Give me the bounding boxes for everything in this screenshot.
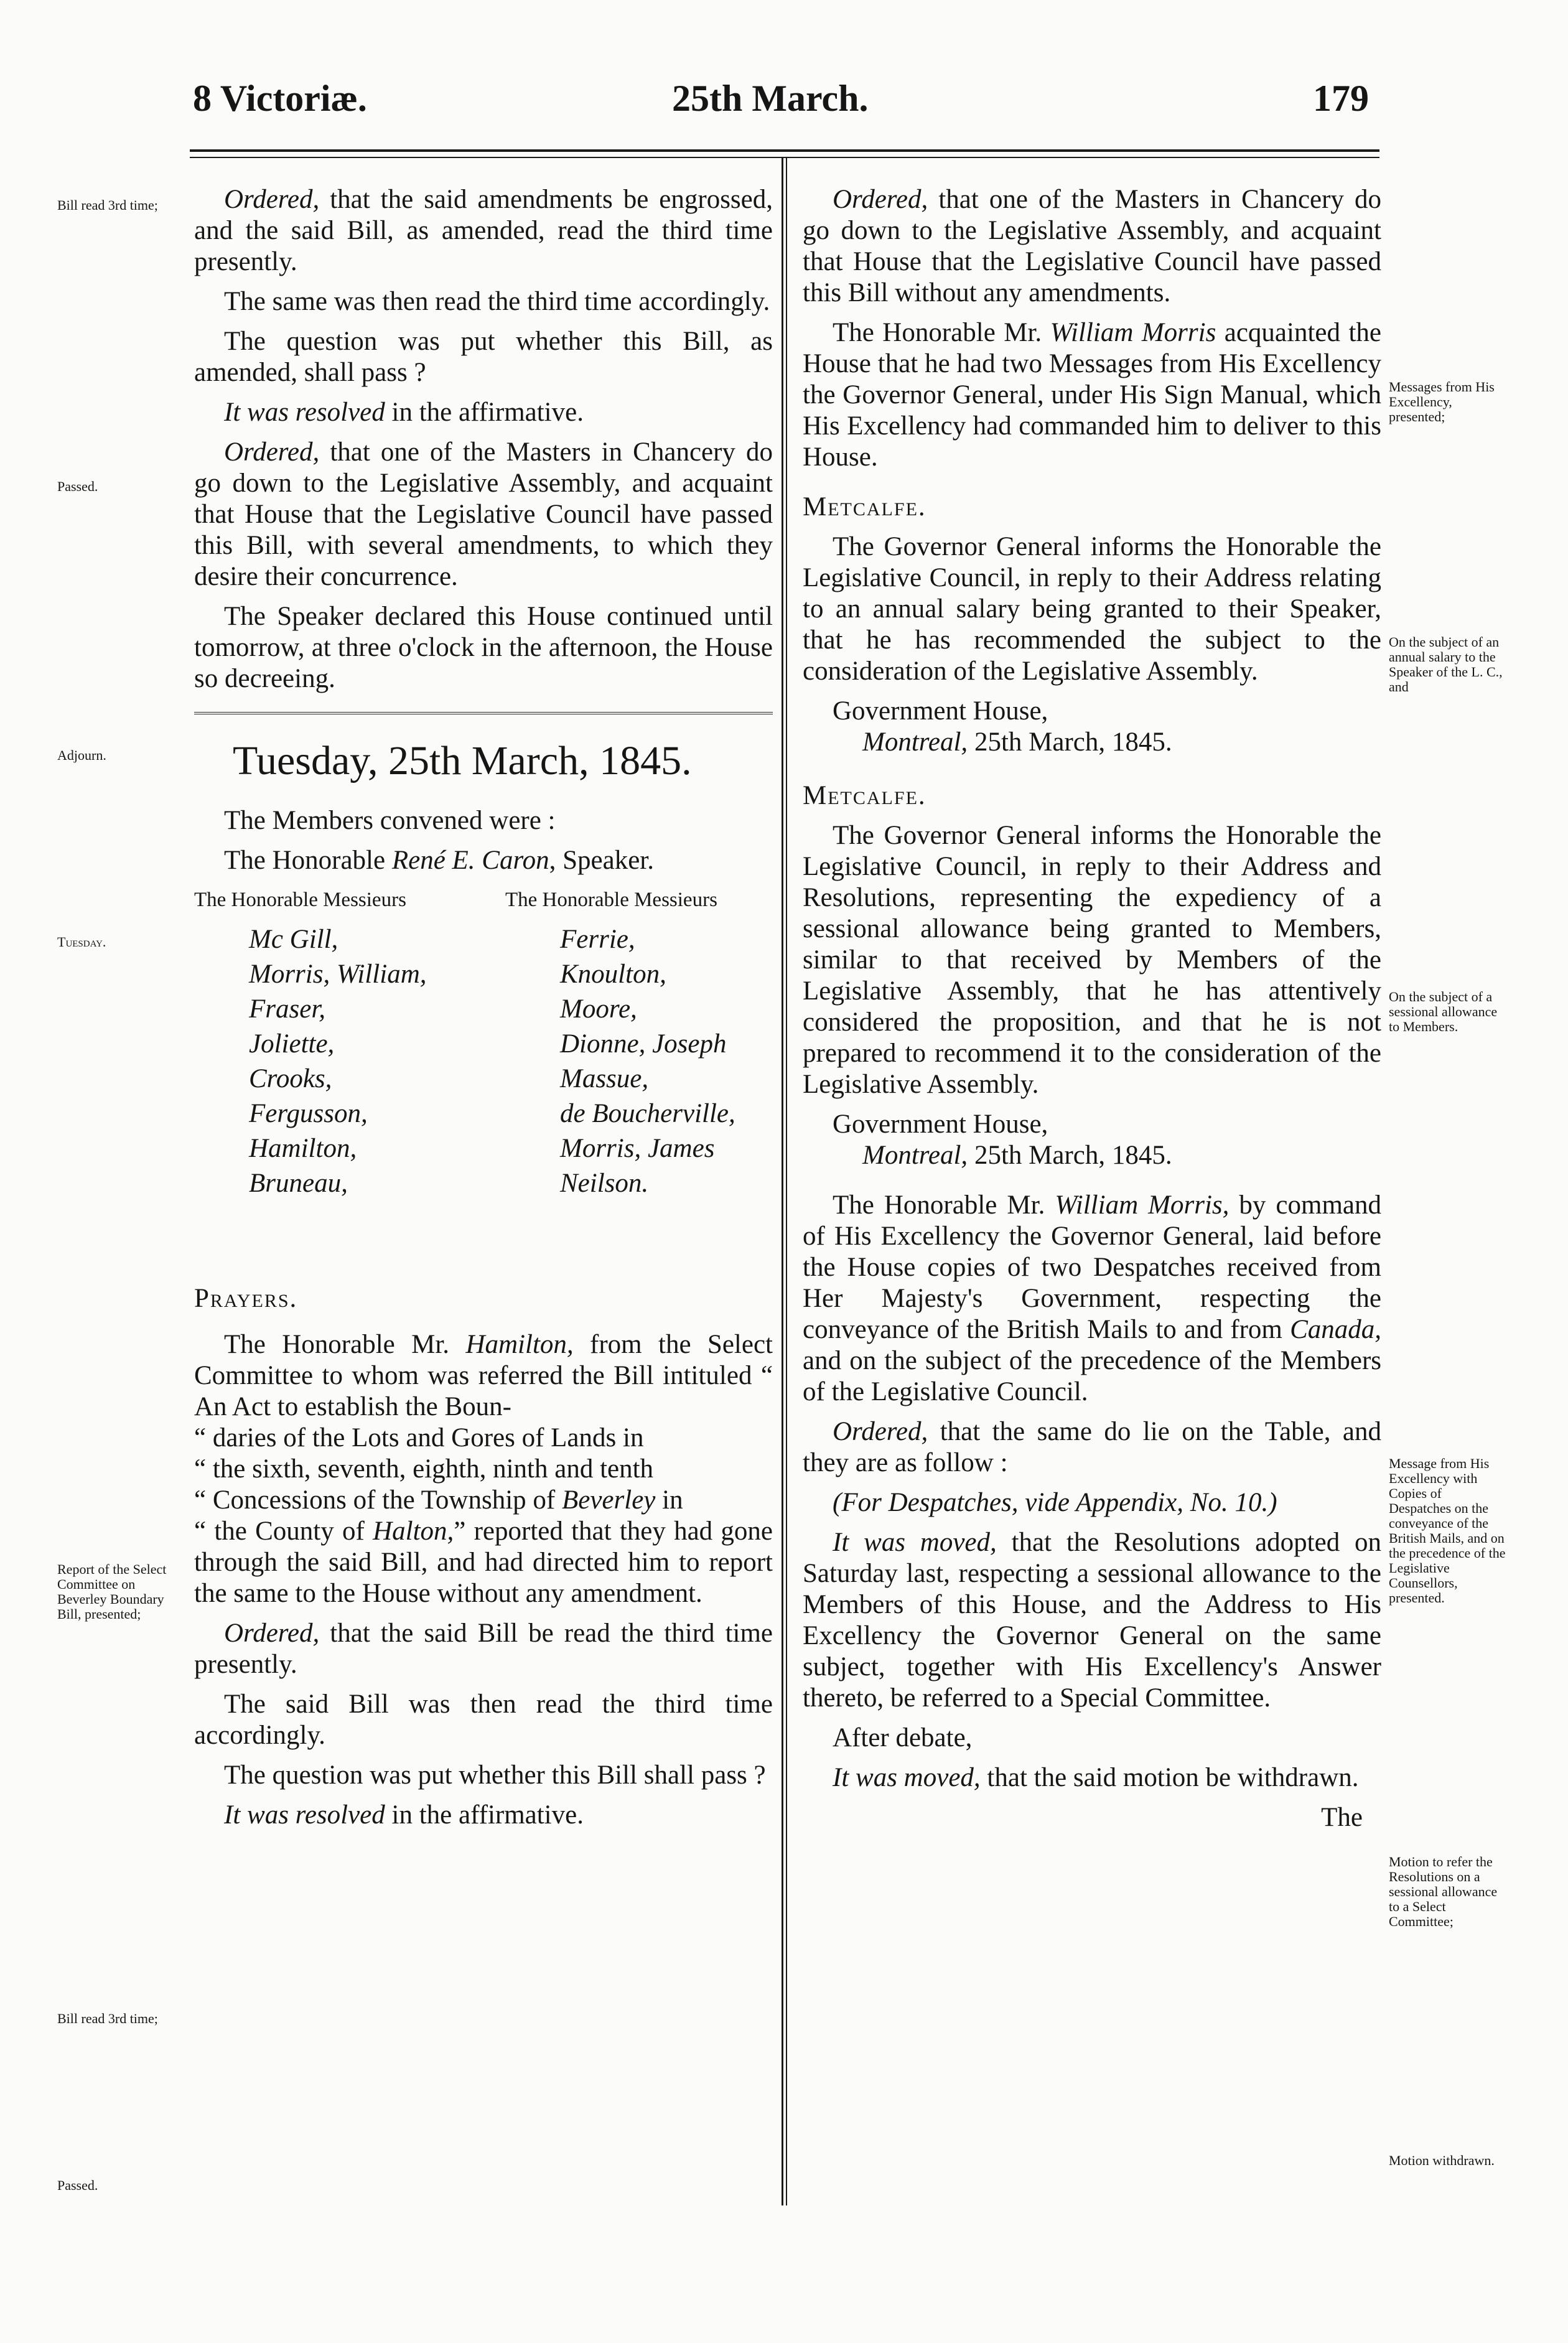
appendix-reference: (For Despatches, vide Appendix, No. 10.) [833, 1488, 1277, 1517]
member-name: Dionne, Joseph [560, 1029, 727, 1059]
government-house: Government House, [833, 1110, 1048, 1139]
date-line: Montreal, 25th March, 1845. [862, 727, 1172, 757]
margin-note: Adjourn. [57, 747, 106, 763]
running-head-date: 25th March. [672, 78, 869, 119]
member-name: Ferrie, [560, 925, 635, 954]
members-convened: The Members convened were : [224, 806, 556, 835]
member-name: Morris, James [560, 1134, 715, 1163]
left-para-ordered-engrossed: Ordered, that the said amendments be engrossed, and the said Bill, as amended, read the third time presently. [194, 185, 773, 276]
column-divider [782, 158, 783, 2205]
right-para-table: Ordered, that the same do lie on the Table, and they are as follow : [803, 1417, 1381, 1477]
member-name: Neilson. [560, 1169, 649, 1198]
member-name: Moore, [560, 994, 637, 1024]
margin-note: Bill read 3rd time; [57, 197, 158, 213]
signature-metcalfe: Metcalfe. [803, 781, 926, 810]
right-para-withdraw: It was moved, that the said motion be withdrawn. [833, 1763, 1359, 1792]
member-name: Knoulton, [560, 960, 666, 989]
message-salary: The Governor General informs the Honorable the Legislative Council, in reply to their Address relating to an annual salary being granted to their Speaker, that he has recommended the subject to the consideration of the Legislative Assembly. [803, 532, 1381, 686]
message-sessional: The Governor General informs the Honorable the Legislative Council, in reply to their Address and Resolutions, representing the expediency of a sessional allowance being granted to Members, similar to that received by Members of the Legislative Assembly, that he has attentively considered the proposition, and that he is not prepared to recommend it to the consideration of the Legislative Assembly. [803, 821, 1381, 1099]
members-list [194, 885, 773, 1283]
prayers-heading: Prayers. [194, 1284, 298, 1313]
left-para-question-2: The question was put whether this Bill shall pass ? [224, 1761, 766, 1790]
member-name: Fergusson, [249, 1099, 368, 1128]
margin-note: On the subject of an annual salary to the Speaker of the L. C., and [1389, 634, 1503, 694]
margin-note: Messages from His Excellency, presented; [1389, 379, 1495, 424]
left-para-read-third: The said Bill was then read the third time accordingly. [194, 1690, 773, 1750]
margin-note: Passed. [57, 479, 98, 494]
member-name: Crooks, [249, 1064, 332, 1093]
left-para-resolved-2: It was resolved in the affirmative. [224, 1800, 584, 1830]
left-para-adjournment: The Speaker declared this House continued until tomorrow, at three o'clock in the afternoon, the House so decreeing. [194, 602, 773, 693]
members-column-b [505, 885, 773, 1201]
member-name: Morris, William, [249, 960, 427, 989]
right-para-motion: It was moved, that the Resolutions adopted on Saturday last, respecting a sessional allowance to the Members of this House, and the Address to His Excellency the Governor General on the same subject, together with His Excellency's Answer thereto, be referred to a Special Committee. [803, 1528, 1382, 1713]
left-para-ordered-read: Ordered, that the said Bill be read the third time presently. [194, 1619, 773, 1679]
right-para-messages: The Honorable Mr. William Morris acquainted the House that he had two Messages from His Excellency the Governor General, under His Sign Manual, which His Excellency had commanded him to deliver to this House. [803, 318, 1381, 472]
running-head-regnal: 8 Victoriæ. [193, 78, 367, 119]
day-heading: Tuesday, 25th March, 1845. [233, 738, 692, 783]
section-rule [194, 712, 773, 714]
right-para-despatches: The Honorable Mr. William Morris, by command of His Excellency the Governor General, laid before the House copies of two Despatches received from Her Majesty's Government, respecting the conveyance of the British Mails to and from Canada, and on the subject of the precedence of the Members of the Legislative Council. [803, 1190, 1381, 1406]
right-para-ordered: Ordered, that one of the Masters in Chancery do go down to the Legislative Assembly, and acquaint that House that the Legislative Council have passed this Bill without any amendments. [803, 185, 1381, 307]
date-line: Montreal, 25th March, 1845. [862, 1141, 1172, 1170]
member-name: de Boucherville, [560, 1099, 735, 1128]
left-para-resolved: It was resolved in the affirmative. [224, 398, 584, 427]
page-number: 179 [1313, 78, 1369, 119]
member-name: Fraser, [249, 994, 326, 1024]
members-heading: The Honorable Messieurs [194, 889, 406, 911]
margin-note: Motion withdrawn. [1389, 2153, 1495, 2168]
catchword: The [1321, 1803, 1363, 1832]
member-name: Bruneau, [249, 1169, 348, 1198]
right-column [803, 184, 1381, 1842]
header-rule-top [190, 149, 1379, 152]
margin-note: Report of the Select Committee on Beverley Boundary Bill, presented; [57, 1561, 167, 1622]
members-heading: The Honorable Messieurs [505, 889, 717, 911]
member-name: Mc Gill, [249, 925, 338, 954]
left-para-select-committee: The Honorable Mr. Hamilton, from the Select Committee to whom was referred the Bill intituled “ An Act to establish the Boun- “ daries of the Lots and Gores of Lands in “ the sixth, seventh, eighth, ninth and tenth “ Concessions of the Township of Beverley in “ the County of Halton,” reported that they had gone through the said Bill, and had directed him to report the same to the House without any amendment. [194, 1330, 773, 1608]
members-column-a [194, 885, 462, 1201]
margin-note: Tuesday. [57, 934, 106, 950]
left-para-masters-chancery: Ordered, that one of the Masters in Chancery do go down to the Legislative Assembly, and acquaint that House that the Legislative Council have passed this Bill, with several amendments, to which they desire their concurrence. [194, 437, 773, 591]
member-name: Hamilton, [249, 1134, 357, 1163]
margin-note: On the subject of a sessional allowance to Members. [1389, 989, 1498, 1034]
margin-note: Passed. [57, 2177, 98, 2193]
signature-metcalfe: Metcalfe. [803, 492, 926, 521]
column-divider-inner [786, 158, 787, 2205]
header-rule-bottom [190, 157, 1379, 158]
member-name: Massue, [560, 1064, 649, 1093]
left-para-third-reading: The same was then read the third time accordingly. [224, 287, 770, 316]
right-para-debate: After debate, [833, 1723, 973, 1752]
margin-note: Message from His Excellency with Copies of Despatches on the conveyance of the British Mails, and on the precedence of the Legislative Counsellors, presented. [1389, 1456, 1506, 1606]
left-para-question: The question was put whether this Bill, as amended, shall pass ? [194, 327, 773, 387]
speaker-line: The Honorable René E. Caron, Speaker. [224, 846, 654, 875]
member-name: Joliette, [249, 1029, 335, 1059]
government-house: Government House, [833, 696, 1048, 726]
left-column [194, 184, 773, 1840]
margin-note: Bill read 3rd time; [57, 2011, 158, 2026]
margin-note: Motion to refer the Resolutions on a sessional allowance to a Select Committee; [1389, 1854, 1498, 1929]
